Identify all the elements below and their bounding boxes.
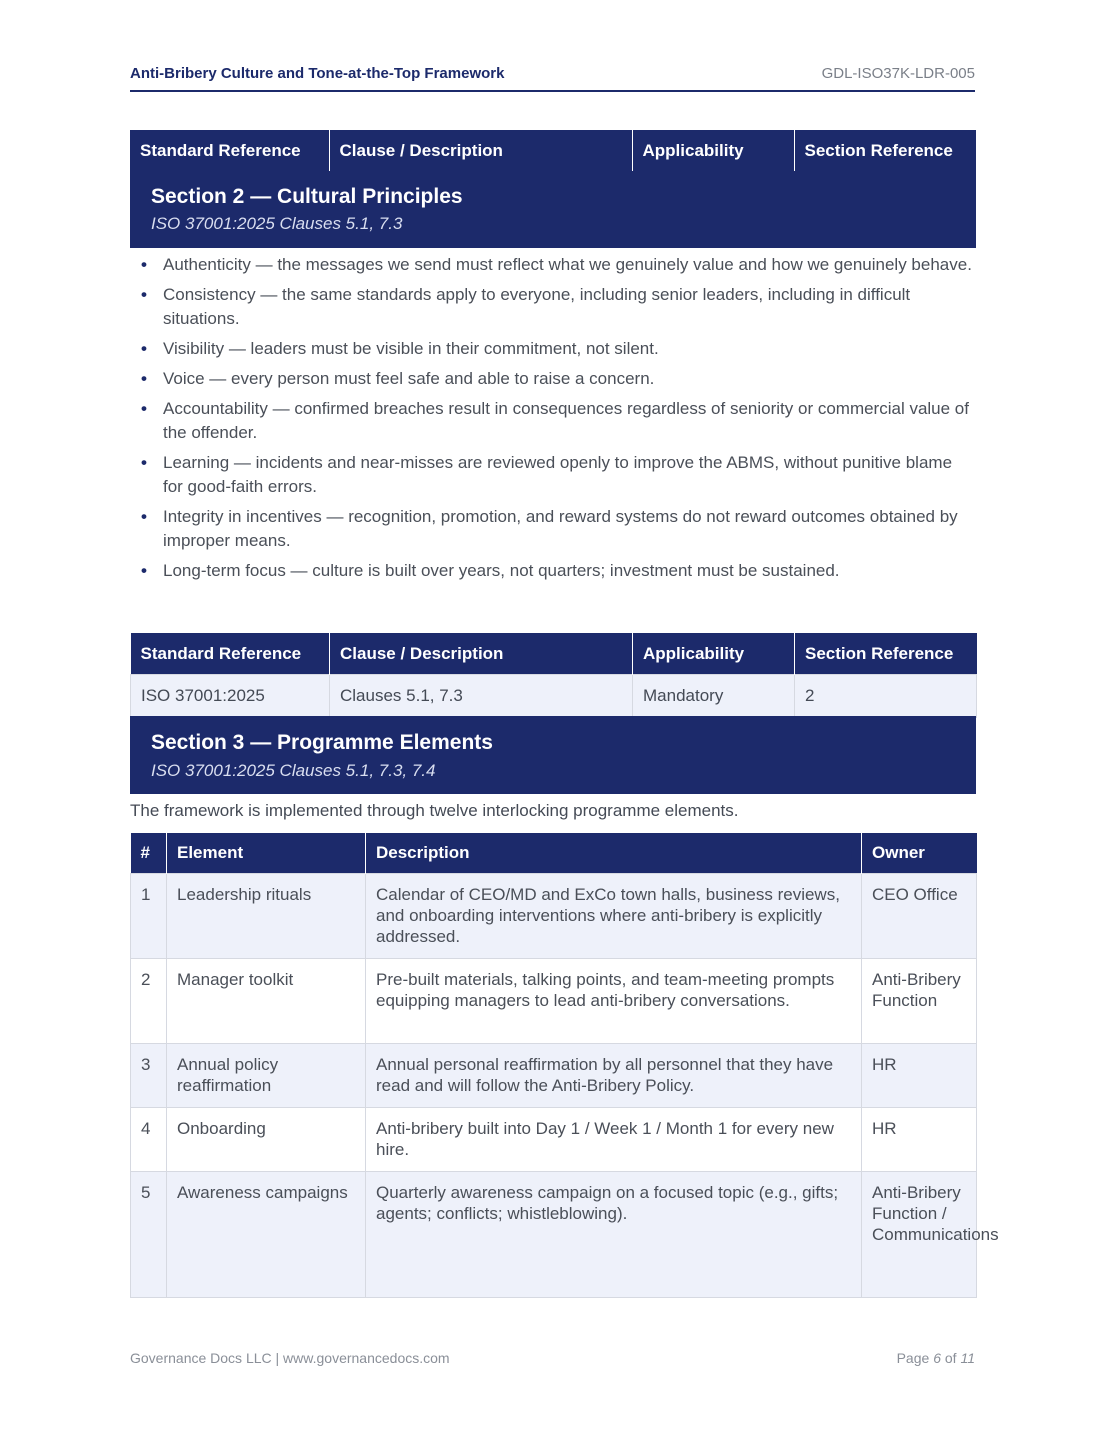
page-of: of <box>944 1350 957 1366</box>
reference-table-section-2 <box>130 633 977 718</box>
col-section-reference: Section Reference <box>794 130 976 171</box>
page-total: 11 <box>960 1350 975 1366</box>
col-section-reference: Section Reference <box>795 633 977 675</box>
section-3-banner <box>130 716 976 794</box>
reference-header-row <box>130 130 976 171</box>
section-2-title: Section 2 — Cultural Principles <box>151 185 463 208</box>
footer-page-number <box>897 1350 975 1366</box>
section-3-subtitle: ISO 37001:2025 Clauses 5.1, 7.3, 7.4 <box>151 761 436 780</box>
principle-text: Consistency — the same standards apply to everyone, including senior leaders, including in difficult situations. <box>163 285 911 328</box>
table-row <box>131 675 977 718</box>
bullet-icon: • <box>141 507 147 526</box>
col-standard-reference: Standard Reference <box>130 130 329 171</box>
row-number: 3 <box>131 1044 167 1108</box>
bullet-icon: • <box>141 339 147 358</box>
document-title: Anti-Bribery Culture and Tone-at-the-Top Framework <box>130 65 505 82</box>
row-description: Annual personal reaffirmation by all personnel that they have read and will follow the Anti-Bribery Policy. <box>366 1044 862 1108</box>
table-row <box>131 874 977 959</box>
principle-text: Integrity in incentives — recognition, promotion, and reward systems do not reward outcomes obtained by improper means. <box>163 507 958 550</box>
table-row <box>131 959 977 1044</box>
bullet-icon: • <box>141 399 147 418</box>
bullet-icon: • <box>141 255 147 274</box>
list-item <box>130 367 975 391</box>
row-description: Anti-bribery built into Day 1 / Week 1 / Month 1 for every new hire. <box>366 1108 862 1172</box>
row-owner: CEO Office <box>862 874 977 959</box>
list-item <box>130 283 975 331</box>
reference-header-row <box>131 633 977 675</box>
table-row <box>131 1044 977 1108</box>
principle-text: Voice — every person must feel safe and able to raise a concern. <box>163 369 655 388</box>
row-element: Leadership rituals <box>167 874 366 959</box>
col-description: Description <box>366 833 862 874</box>
row-element: Annual policy reaffirmation <box>167 1044 366 1108</box>
row-owner: Anti-Bribery Function <box>862 959 977 1044</box>
section-2-banner <box>130 171 976 248</box>
row-description: Pre-built materials, talking points, and team-meeting prompts equipping managers to lead anti-bribery conversations. <box>366 959 862 1044</box>
row-number: 1 <box>131 874 167 959</box>
section-3-intro: The framework is implemented through twelve interlocking programme elements. <box>130 801 739 820</box>
bullet-icon: • <box>141 369 147 388</box>
list-item <box>130 559 975 583</box>
principle-text: Authenticity — the messages we send must reflect what we genuinely value and how we genuinely behave. <box>163 255 972 274</box>
row-element: Manager toolkit <box>167 959 366 1044</box>
applicability-cell: Mandatory <box>633 675 795 718</box>
section-reference-cell: 2 <box>795 675 977 718</box>
list-item <box>130 337 975 361</box>
col-applicability: Applicability <box>633 633 795 675</box>
elements-header-row <box>131 833 977 874</box>
principles-list <box>130 253 975 589</box>
col-number: # <box>131 833 167 874</box>
list-item <box>130 253 975 277</box>
page-current: 6 <box>933 1350 941 1366</box>
principle-text: Learning — incidents and near-misses are reviewed openly to improve the ABMS, without punitive blame for good-faith errors. <box>163 453 953 496</box>
principle-text: Long-term focus — culture is built over years, not quarters; investment must be sustained. <box>163 561 840 580</box>
document-code: GDL-ISO37K-LDR-005 <box>821 65 975 82</box>
row-element: Awareness campaigns <box>167 1172 366 1298</box>
section-3-title: Section 3 — Programme Elements <box>151 731 493 754</box>
row-owner: HR <box>862 1108 977 1172</box>
bullet-icon: • <box>141 561 147 580</box>
col-element: Element <box>167 833 366 874</box>
page-label: Page <box>896 1350 930 1366</box>
reference-table-top <box>130 130 976 171</box>
row-number: 2 <box>131 959 167 1044</box>
section-2-subtitle: ISO 37001:2025 Clauses 5.1, 7.3 <box>151 214 403 233</box>
principle-text: Accountability — confirmed breaches result in consequences regardless of seniority or commercial value of the offender. <box>163 399 969 442</box>
principle-text: Visibility — leaders must be visible in their commitment, not silent. <box>163 339 659 358</box>
col-clause-description: Clause / Description <box>329 130 632 171</box>
row-number: 4 <box>131 1108 167 1172</box>
table-row <box>131 1108 977 1172</box>
row-element: Onboarding <box>167 1108 366 1172</box>
list-item <box>130 451 975 499</box>
list-item <box>130 505 975 553</box>
col-clause-description: Clause / Description <box>330 633 633 675</box>
standard-reference-cell: ISO 37001:2025 <box>131 675 330 718</box>
bullet-icon: • <box>141 453 147 472</box>
clause-cell: Clauses 5.1, 7.3 <box>330 675 633 718</box>
programme-elements-table <box>130 833 999 1298</box>
page-header <box>130 62 975 92</box>
row-description: Calendar of CEO/MD and ExCo town halls, business reviews, and onboarding interventions where anti-bribery is explicitly addressed. <box>366 874 862 959</box>
table-row <box>131 1172 977 1298</box>
col-standard-reference: Standard Reference <box>131 633 330 675</box>
list-item <box>130 397 975 445</box>
bullet-icon: • <box>141 285 147 304</box>
footer-company: Governance Docs LLC | www.governancedocs.com <box>130 1350 450 1366</box>
row-description: Quarterly awareness campaign on a focused topic (e.g., gifts; agents; conflicts; whistleblowing). <box>366 1172 862 1298</box>
row-owner: HR <box>862 1044 977 1108</box>
row-number: 5 <box>131 1172 167 1298</box>
row-owner: Anti-Bribery Function / Communications <box>862 1172 977 1298</box>
col-applicability: Applicability <box>632 130 794 171</box>
col-owner: Owner <box>862 833 977 874</box>
